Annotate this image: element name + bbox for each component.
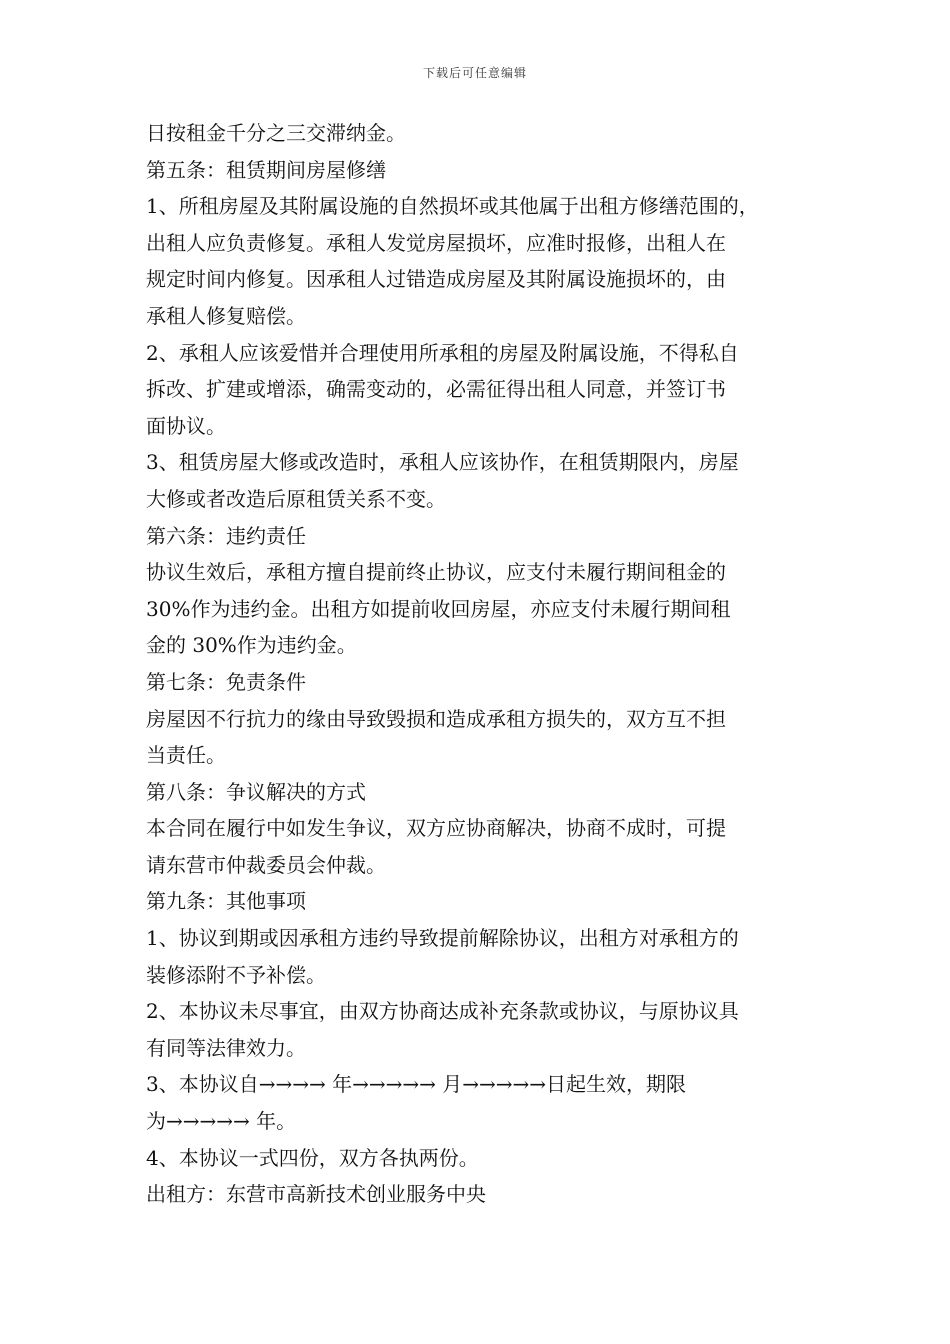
text-line: 协议生效后，承租方擅自提前终止协议，应支付未履行期间租金的 [146,560,726,585]
text-line: 出租方：东营市高新技术创业服务中央 [146,1182,486,1207]
text-line: 房屋因不行抗力的缘由导致毁损和造成承租方损失的，双方互不担 [146,706,726,731]
text-line: 日按租金千分之三交滞纳金。 [146,121,406,145]
text-line: 第六条：违约责任 [146,523,306,548]
text-line: 承租人修复赔偿。 [146,303,306,328]
text-line: 第九条：其他事项 [146,889,306,914]
text-line: 第七条：免责条件 [146,669,306,694]
text-line: 有同等法律效力。 [146,1035,306,1060]
text-line: 大修或者改造后原租赁关系不变。 [146,486,446,511]
text-line: 第五条：租赁期间房屋修缮 [146,157,386,182]
text-line: 为→→→→→ 年。 [146,1109,297,1134]
text-line: 3、租赁房屋大修或改造时，承租人应该协作，在租赁期限内，房屋 [146,450,739,475]
text-line: 2、本协议未尽事宜，由双方协商达成补充条款或协议，与原协议具 [146,999,739,1024]
document-body [146,115,811,1213]
text-line: 30%作为违约金。出租方如提前收回房屋，亦应支付未履行期间租 [146,596,731,621]
text-line: 3、本协议自→→→→ 年→→→→→ 月→→→→→日起生效，期限 [146,1072,687,1097]
text-line: 规定时间内修复。因承租人过错造成房屋及其附属设施损坏的，由 [146,267,726,292]
text-line: 本合同在履行中如发生争议，双方应协商解决，协商不成时，可提 [146,816,726,841]
text-line: 金的 30%作为违约金。 [146,633,357,658]
text-line: 出租人应负责修复。承租人发觉房屋损坏，应准时报修，出租人在 [146,230,726,255]
text-line: 请东营市仲裁委员会仲裁。 [146,852,386,877]
text-line: 2、承租人应该爱惜并合理使用所承租的房屋及附属设施，不得私自 [146,340,739,365]
text-line: 4、本协议一式四份，双方各执两份。 [146,1145,479,1170]
page-header: 下载后可任意编辑 [422,66,527,80]
text-line: 第八条：争议解决的方式 [146,779,366,804]
text-line: 1、协议到期或因承租方违约导致提前解除协议，出租方对承租方的 [146,926,739,951]
text-line: 拆改、扩建或增添，确需变动的，必需征得出租人同意，并签订书 [146,377,726,402]
text-line: 面协议。 [146,413,226,438]
text-line: 装修添附不予补偿。 [146,962,326,987]
text-line: 当责任。 [146,743,226,768]
text-line: 1、所租房屋及其附属设施的自然损坏或其他属于出租方修缮范围的， [146,194,759,219]
